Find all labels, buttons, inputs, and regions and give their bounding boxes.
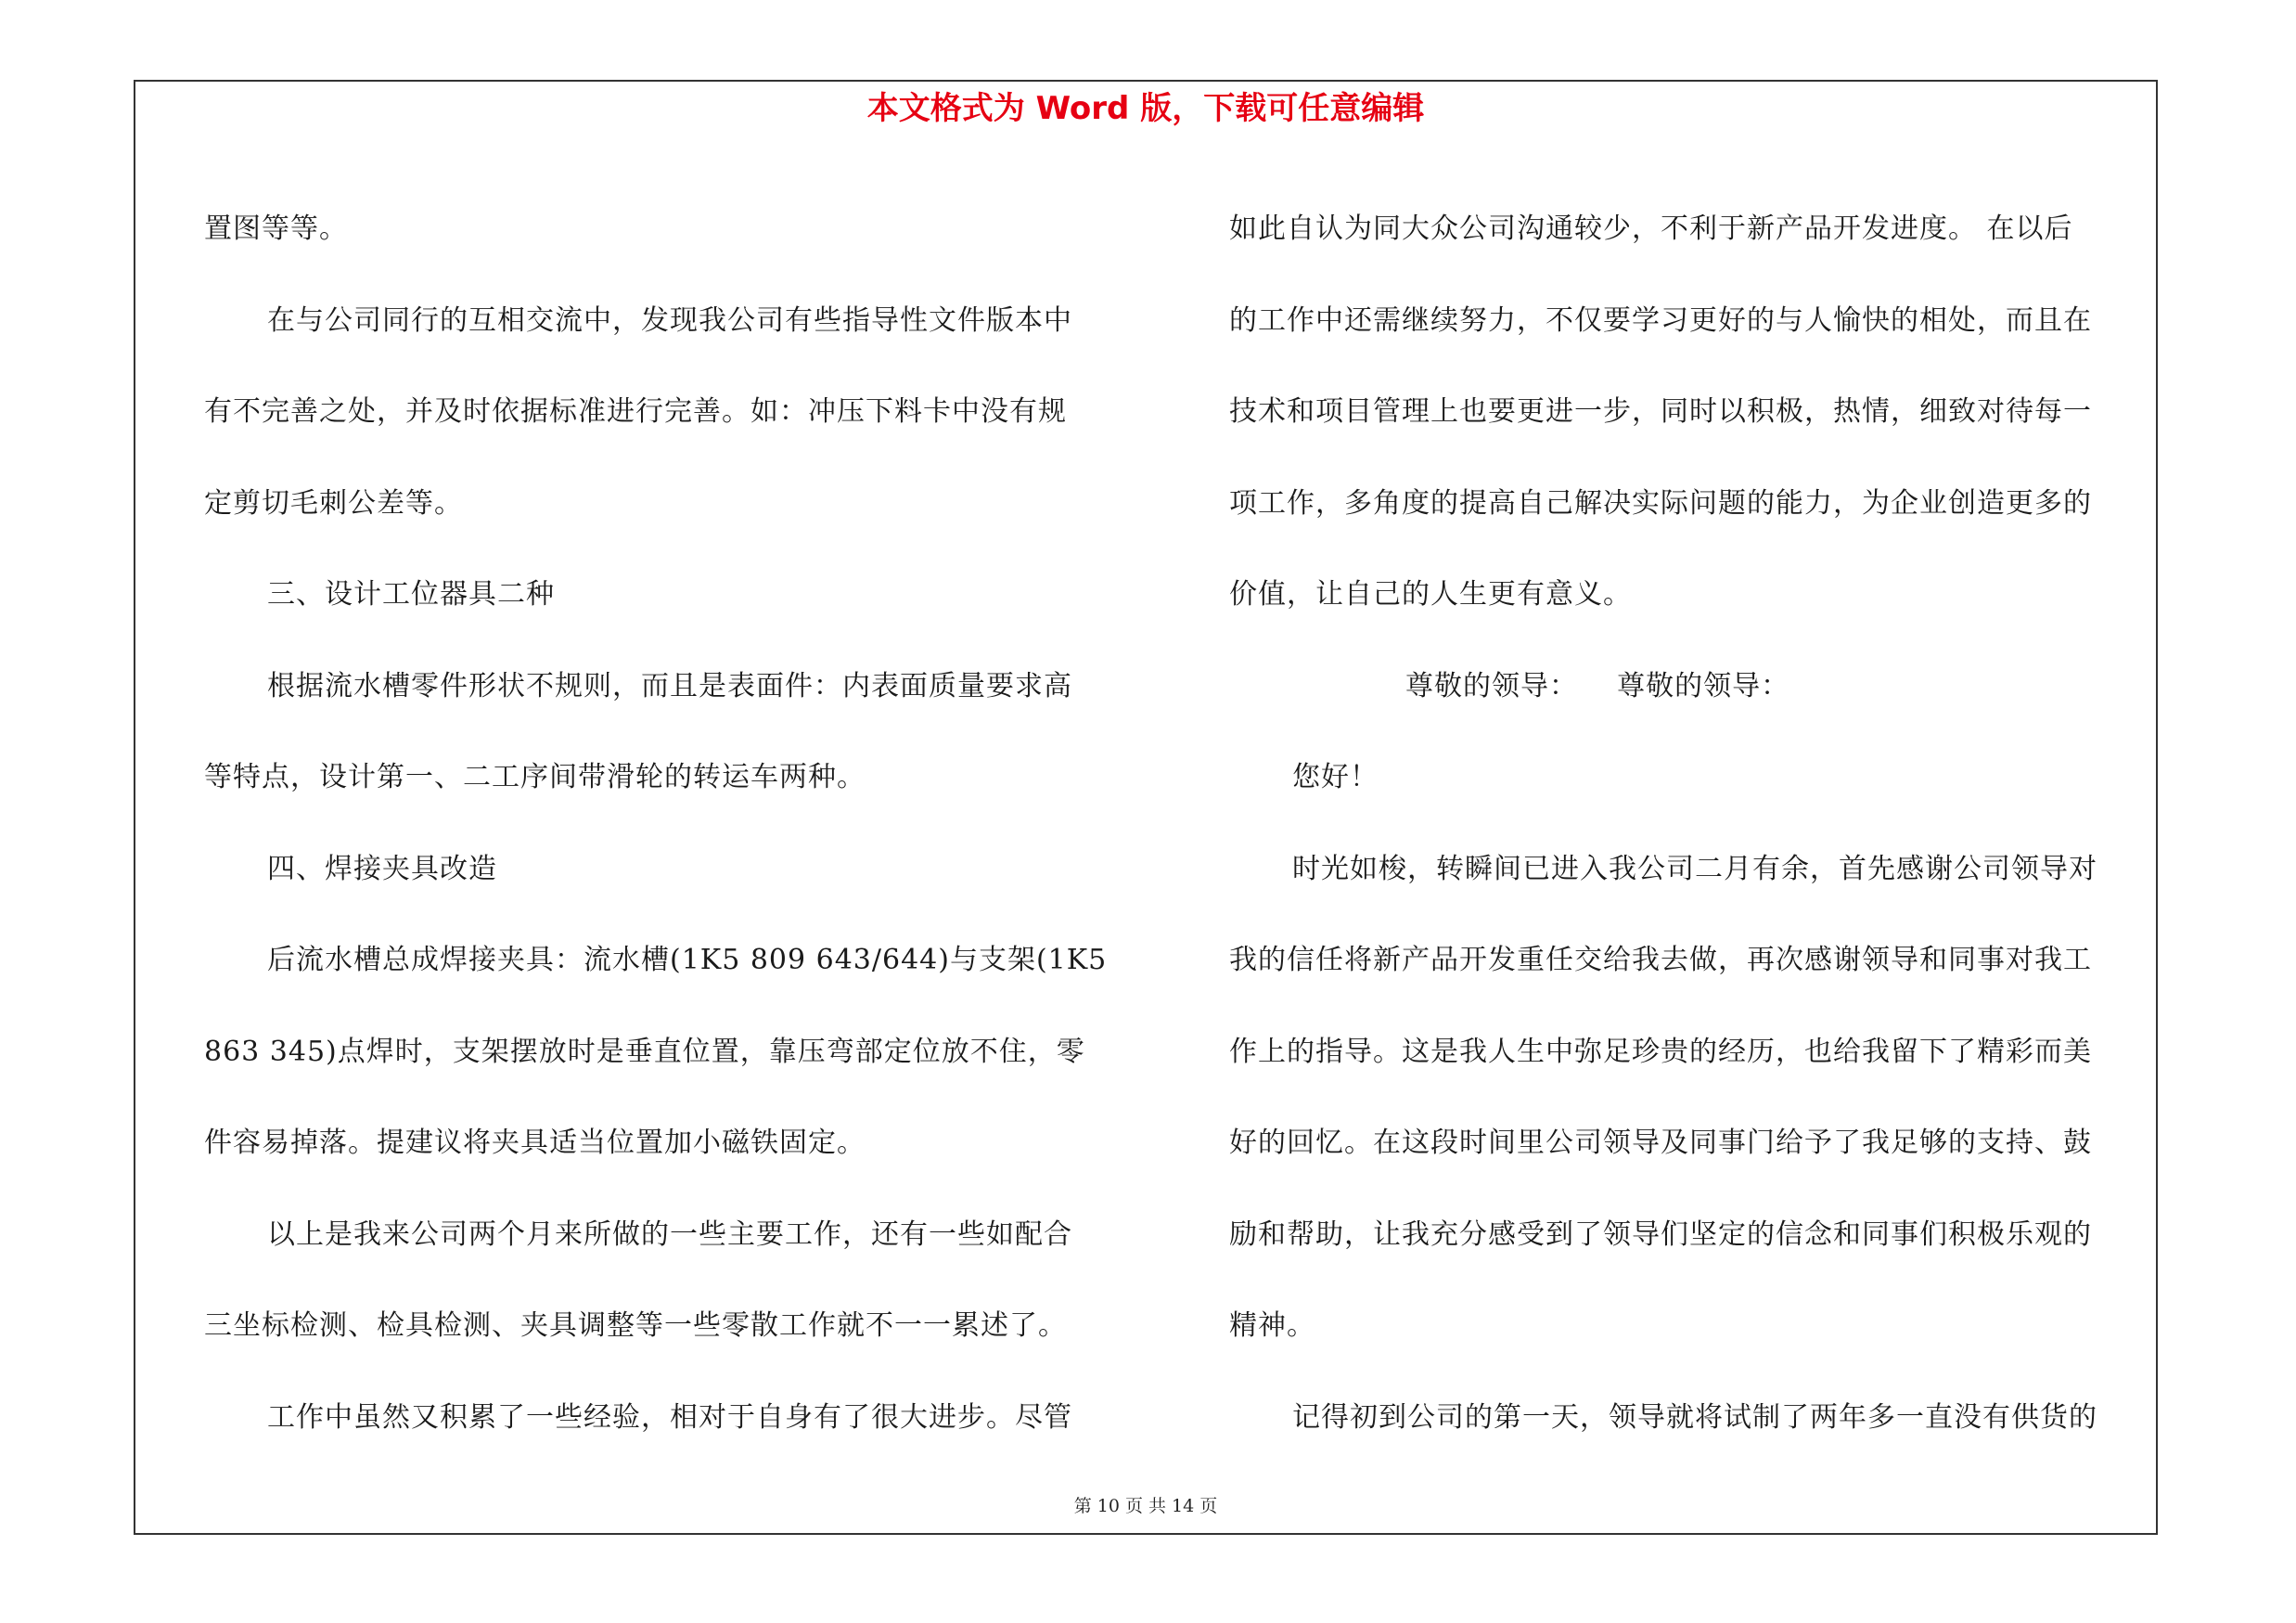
page-number: 第 10 页 共 14 页 bbox=[1073, 1496, 1218, 1516]
greeting-line: 您好！ bbox=[1292, 761, 1379, 793]
text-line: 励和帮助，让我充分感受到了领导们坚定的信念和同事们积极乐观的 bbox=[1229, 1217, 2092, 1251]
text-line: 我的信任将新产品开发重任交给我去做，再次感谢领导和同事对我工 bbox=[1229, 944, 2092, 976]
text-line: 工作中虽然又积累了一些经验，相对于自身有了很大进步。尽管 bbox=[267, 1400, 1072, 1434]
text-line: 863 345)点焊时，支架摆放时是垂直位置，靠压弯部定位放不住，零 bbox=[204, 1035, 1085, 1068]
text-line: 有不完善之处，并及时依据标准进行完善。如：冲压下料卡中没有规 bbox=[204, 395, 1067, 428]
text-line: 以上是我来公司两个月来所做的一些主要工作，还有一些如配合 bbox=[267, 1217, 1072, 1251]
word-format-banner: 本文格式为 Word 版，下载可任意编辑 bbox=[866, 90, 1425, 127]
text-line: 的工作中还需继续努力，不仅要学习更好的与人愉快的相处，而且在 bbox=[1229, 303, 2092, 337]
text-line: 项工作，多角度的提高自己解决实际问题的能力，为企业创造更多的 bbox=[1229, 486, 2092, 520]
text-line: 定剪切毛刺公差等。 bbox=[204, 486, 463, 520]
salutation-line: 尊敬的领导： 尊敬的领导： bbox=[1405, 669, 1790, 702]
text-line: 精神。 bbox=[1229, 1309, 1315, 1342]
section-heading: 四、焊接夹具改造 bbox=[267, 852, 497, 885]
text-line: 好的回忆。在这段时间里公司领导及同事门给予了我足够的支持、鼓 bbox=[1229, 1127, 2092, 1159]
text-line: 三坐标检测、检具检测、夹具调整等一些零散工作就不一一累述了。 bbox=[204, 1309, 1067, 1342]
text-line: 根据流水槽零件形状不规则，而且是表面件：内表面质量要求高 bbox=[267, 669, 1072, 702]
text-line: 如此自认为同大众公司沟通较少，不利于新产品开发进度。 在以后 bbox=[1229, 213, 2073, 245]
text-line: 记得初到公司的第一天，领导就将试制了两年多一直没有供货的 bbox=[1292, 1400, 2097, 1434]
text-line: 后流水槽总成焊接夹具：流水槽(1K5 809 643/644)与支架(1K5 bbox=[267, 944, 1108, 976]
text-line: 技术和项目管理上也要更进一步，同时以积极，热情，细致对待每一 bbox=[1229, 395, 2092, 428]
text-line: 价值，让自己的人生更有意义。 bbox=[1229, 578, 1632, 611]
text-line: 置图等等。 bbox=[204, 213, 348, 245]
text-line: 在与公司同行的互相交流中，发现我公司有些指导性文件版本中 bbox=[267, 303, 1072, 337]
text-line: 作上的指导。这是我人生中弥足珍贵的经历，也给我留下了精彩而美 bbox=[1229, 1035, 2092, 1068]
text-line: 时光如梭，转瞬间已进入我公司二月有余，首先感谢公司领导对 bbox=[1292, 852, 2097, 885]
text-line: 等特点，设计第一、二工序间带滑轮的转运车两种。 bbox=[204, 761, 866, 793]
left-text-column bbox=[204, 184, 1132, 1463]
section-heading: 三、设计工位器具二种 bbox=[267, 578, 555, 611]
right-text-column bbox=[1229, 184, 2157, 1463]
text-line: 件容易掉落。提建议将夹具适当位置加小磁铁固定。 bbox=[204, 1127, 866, 1159]
